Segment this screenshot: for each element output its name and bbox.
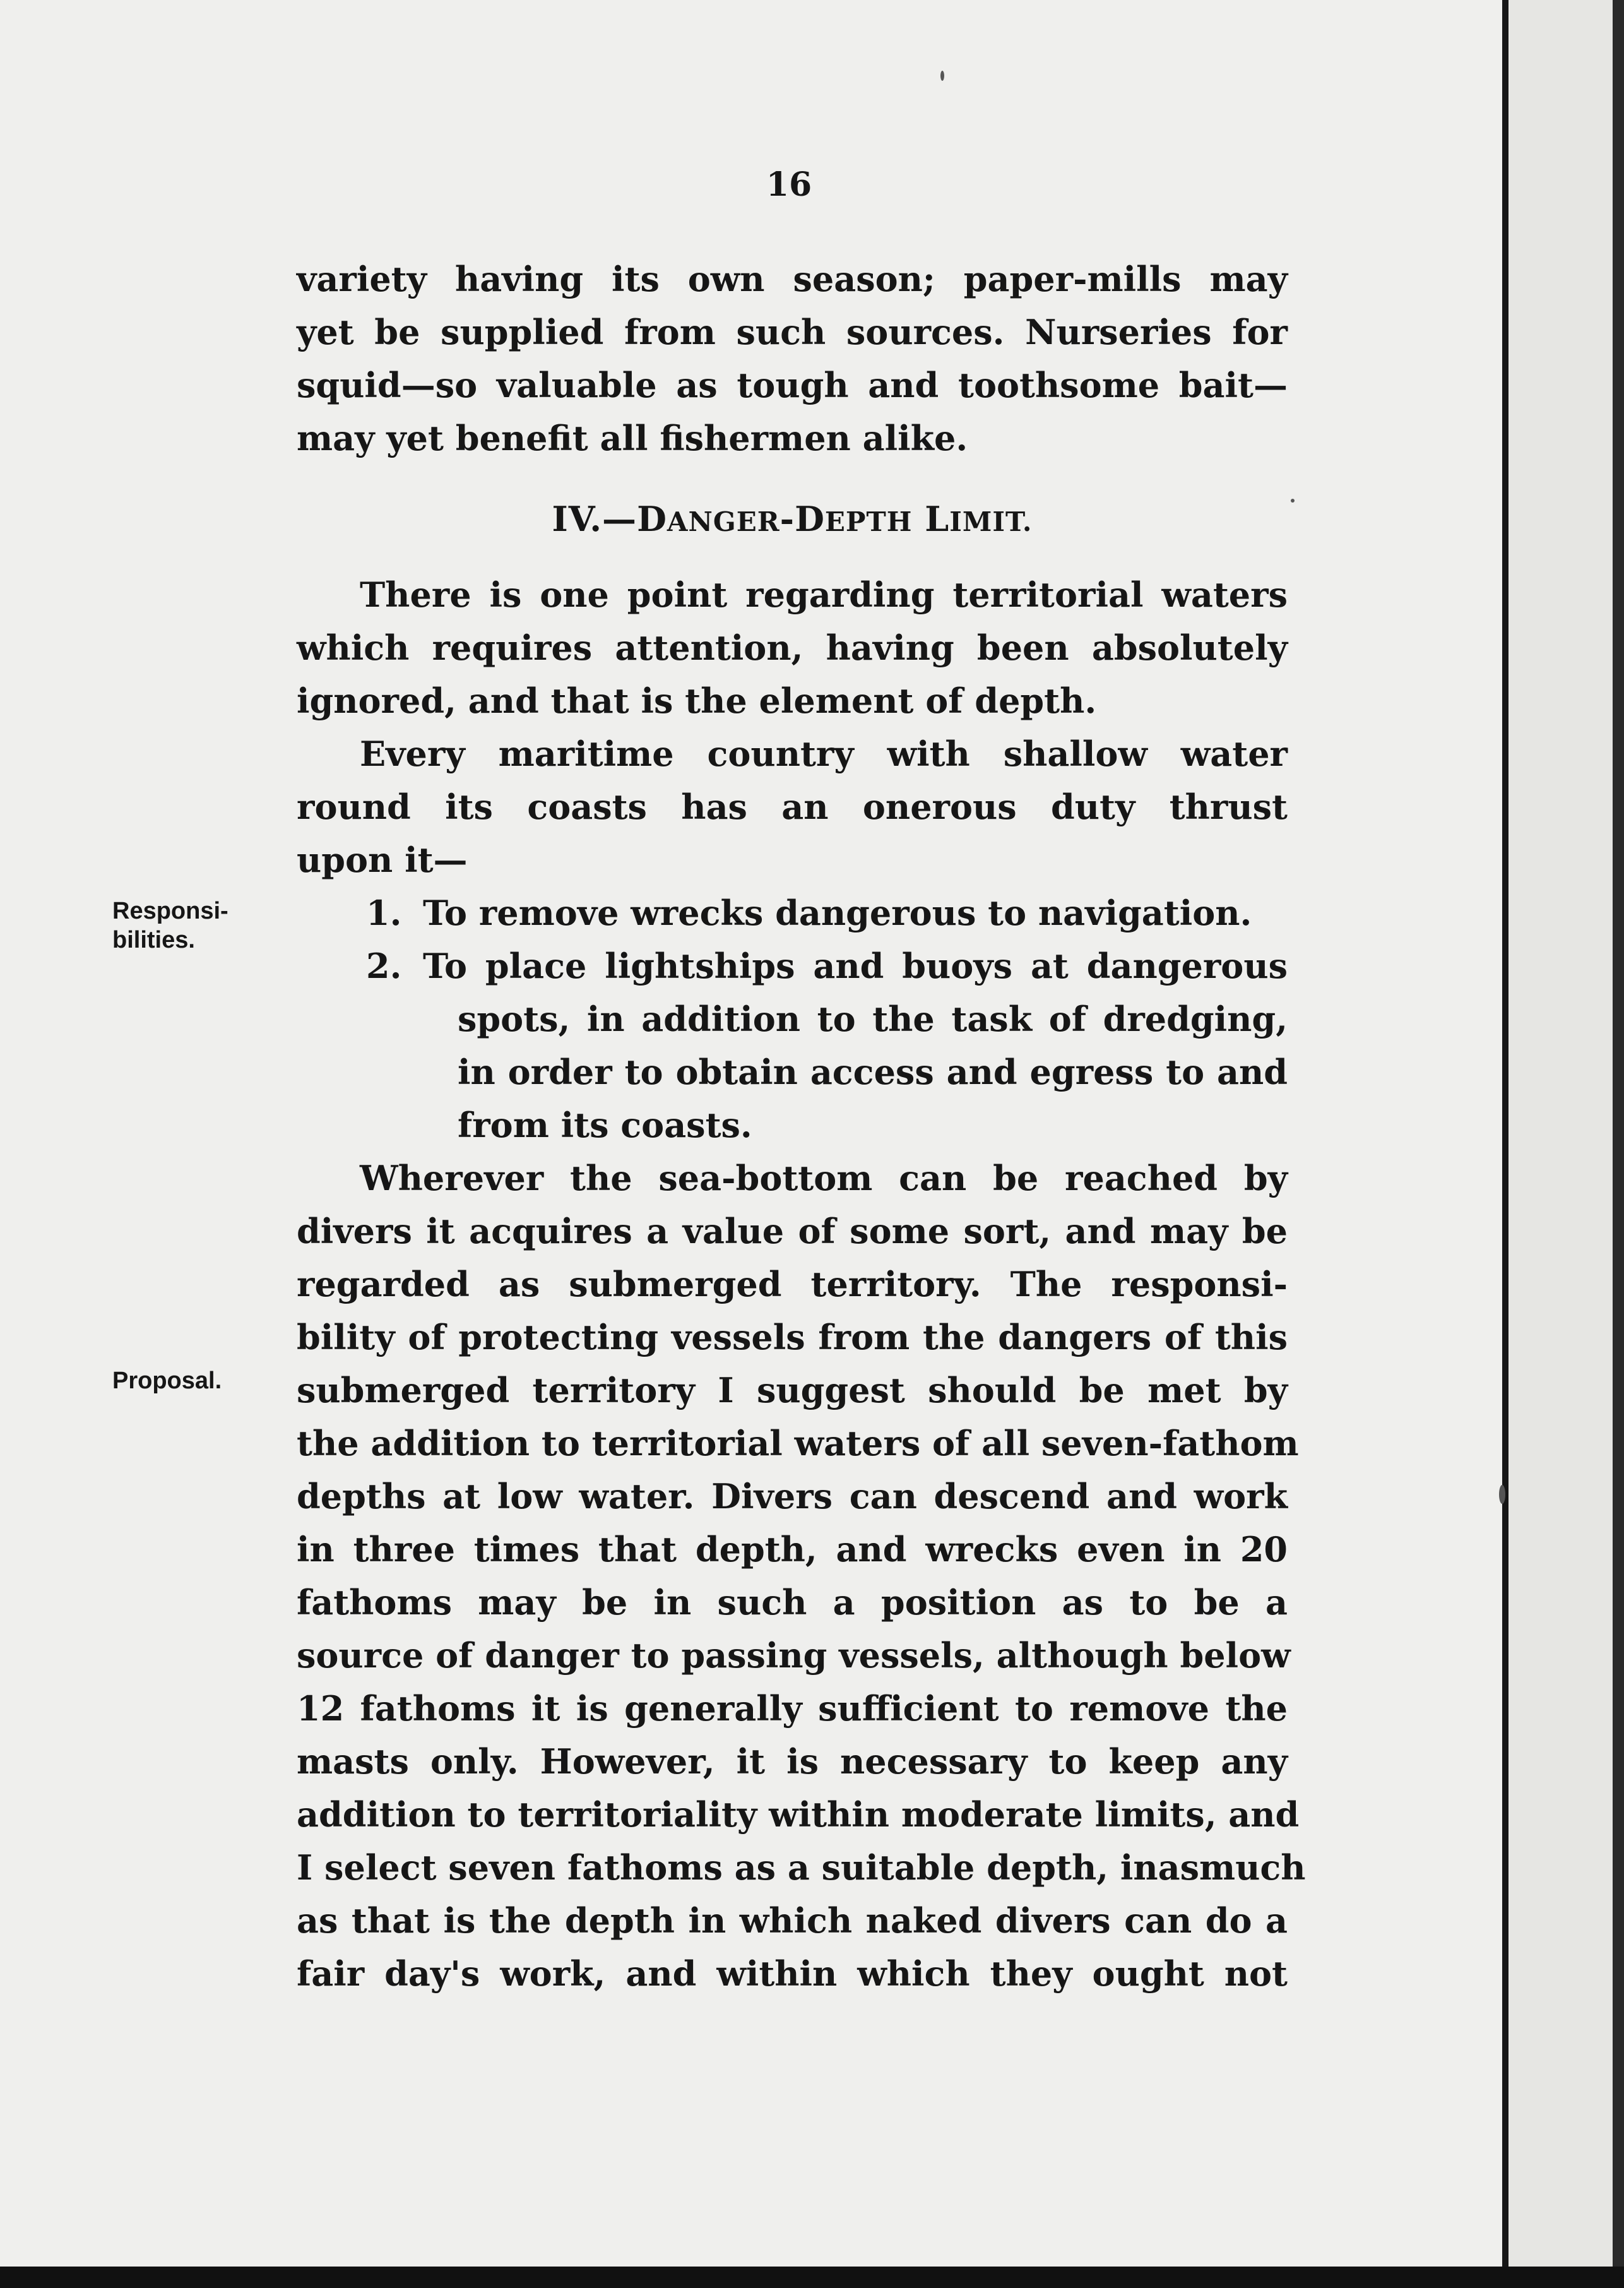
- text-line: in three times that depth, and wrecks even in 20: [297, 1529, 1288, 1570]
- text-line: Wherever the sea-bottom can be reached by: [360, 1158, 1288, 1198]
- text-line: addition to territoriality within moderate limits, and: [297, 1794, 1300, 1835]
- heading-letter: D: [637, 499, 667, 539]
- scan-bottom-edge: [0, 2267, 1624, 2288]
- section-heading: [297, 499, 1288, 539]
- text-line: round its coasts has an onerous duty thrust: [297, 787, 1288, 827]
- text-line: variety having its own season; paper-mills may: [297, 259, 1288, 299]
- paragraph-2: [297, 568, 1288, 727]
- heading-numeral: IV.—: [552, 499, 637, 539]
- list-number: 2.: [366, 946, 402, 986]
- text-line: fathoms may be in such a position as to be a: [297, 1582, 1288, 1623]
- text-line: depths at low water. Divers can descend and work: [297, 1476, 1288, 1516]
- facing-page-strip: [1508, 0, 1624, 2267]
- text-line: in order to obtain access and egress to and: [458, 1052, 1288, 1092]
- scan-edge: [1613, 0, 1624, 2288]
- page-edge-shadow: [1502, 0, 1508, 2288]
- text-line: To place lightships and buoys at dangerous: [423, 946, 1288, 986]
- page-number: 16: [766, 165, 812, 204]
- heading-smallcaps: IMIT.: [949, 506, 1033, 537]
- text-line: divers it acquires a value of some sort, and may be: [297, 1211, 1288, 1251]
- list-item: [366, 939, 1288, 1152]
- margin-note-line: Responsi-: [112, 898, 228, 924]
- paragraph-1: [297, 253, 1288, 465]
- text-line: source of danger to passing vessels, although below: [297, 1635, 1291, 1676]
- text-line: There is one point regarding territorial waters: [360, 575, 1288, 615]
- margin-note-responsibilities: [112, 897, 228, 955]
- text-line: the addition to territorial waters of all seven-fathom: [297, 1423, 1299, 1463]
- text-line: may yet benefit all fishermen alike.: [297, 418, 968, 458]
- text-line: To remove wrecks dangerous to navigation.: [423, 893, 1252, 933]
- text-line: Every maritime country with shallow water: [360, 734, 1288, 774]
- margin-note-proposal: Proposal.: [112, 1367, 222, 1394]
- text-line: 12 fathoms it is generally sufficient to remove the: [297, 1688, 1288, 1729]
- scan-speck: [940, 71, 944, 81]
- scan-speck: [1499, 1485, 1505, 1504]
- text-line: bility of protecting vessels from the dangers of this: [297, 1317, 1288, 1357]
- heading-letter: L: [912, 499, 950, 539]
- heading-hyphen: -: [779, 499, 795, 539]
- text-line: yet be supplied from such sources. Nurseries for: [297, 312, 1288, 352]
- scan-speck: [1291, 499, 1295, 503]
- list-item: [366, 886, 1288, 939]
- text-line: spots, in addition to the task of dredging,: [458, 999, 1288, 1039]
- heading-letter: D: [795, 499, 825, 539]
- margin-note-line: bilities.: [112, 927, 195, 953]
- text-line: regarded as submerged territory. The responsi-: [297, 1264, 1288, 1304]
- text-line: upon it—: [297, 840, 468, 880]
- paragraph-4: [297, 1152, 1306, 2000]
- paragraph-3: [297, 727, 1288, 886]
- text-line: masts only. However, it is necessary to keep any: [297, 1741, 1288, 1782]
- text-line: fair day's work, and within which they ought not: [297, 1953, 1288, 1994]
- text-line: as that is the depth in which naked divers can do a: [297, 1900, 1288, 1941]
- list-number: 1.: [366, 893, 402, 933]
- heading-smallcaps: EPTH: [824, 506, 913, 537]
- heading-smallcaps: ANGER: [667, 506, 780, 537]
- text-line: from its coasts.: [458, 1105, 752, 1145]
- text-line: squid—so valuable as tough and toothsome bait—: [297, 365, 1288, 405]
- text-line: which requires attention, having been absolutely: [297, 628, 1288, 668]
- text-line: I select seven fathoms as a suitable depth, inasmuch: [297, 1847, 1306, 1888]
- text-line: ignored, and that is the element of depth.: [297, 681, 1097, 721]
- text-line: submerged territory I suggest should be met by: [297, 1370, 1288, 1410]
